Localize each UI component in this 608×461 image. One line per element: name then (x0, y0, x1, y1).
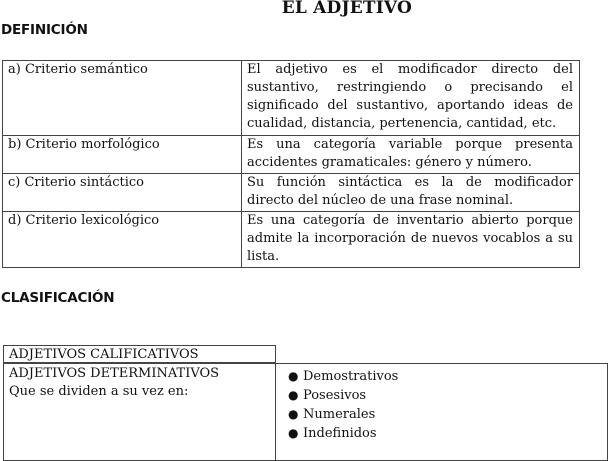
list-item: ● Posesivos (288, 388, 367, 403)
list-item: ● Numerales (288, 407, 376, 422)
determinativos-note: Que se dividen a su vez en: (9, 384, 189, 399)
criterio-cell: b) Criterio morfológico (3, 136, 242, 174)
determinativos-list (284, 367, 398, 443)
determinativos-cell (4, 364, 276, 460)
table-row (3, 174, 580, 212)
list-item: ● Indefinidos (288, 426, 377, 441)
section-heading-definicion: DEFINICIÓN (1, 22, 88, 38)
descripcion-cell: Es una categoría de inventario abierto porque admite la incorporación de nuevos vocablos a su lista. (242, 212, 580, 268)
criterio-cell: a) Criterio semántico (3, 61, 242, 136)
table-row (3, 61, 580, 136)
table-row (3, 212, 580, 268)
bullet-icon: ● (288, 426, 299, 440)
determinativos-box (3, 363, 608, 461)
descripcion-cell: Su función sintáctica es la de modificador directo del núcleo de una frase nominal. (242, 174, 580, 212)
page-title: EL ADJETIVO (281, 0, 412, 18)
bullet-icon: ● (288, 407, 299, 421)
descripcion-cell: Es una categoría variable porque presenta accidentes gramaticales: género y número. (242, 136, 580, 174)
definition-table (2, 60, 580, 268)
bullet-icon: ● (288, 388, 299, 402)
table-row (3, 136, 580, 174)
criterio-cell: d) Criterio lexicológico (3, 212, 242, 268)
section-heading-clasificacion: CLASIFICACIÓN (1, 290, 115, 306)
determinativos-label: ADJETIVOS DETERMINATIVOS (9, 366, 220, 381)
criterio-cell: c) Criterio sintáctico (3, 174, 242, 212)
descripcion-cell: El adjetivo es el modificador directo del sustantivo, restringiendo o precisando el significado del sustantivo, aportando ideas de cualidad, distancia, pertenencia, cantidad, etc. (242, 61, 580, 136)
bullet-icon: ● (288, 369, 299, 383)
list-item: ● Demostrativos (288, 369, 399, 384)
calificativos-cell: ADJETIVOS CALIFICATIVOS (3, 345, 276, 363)
